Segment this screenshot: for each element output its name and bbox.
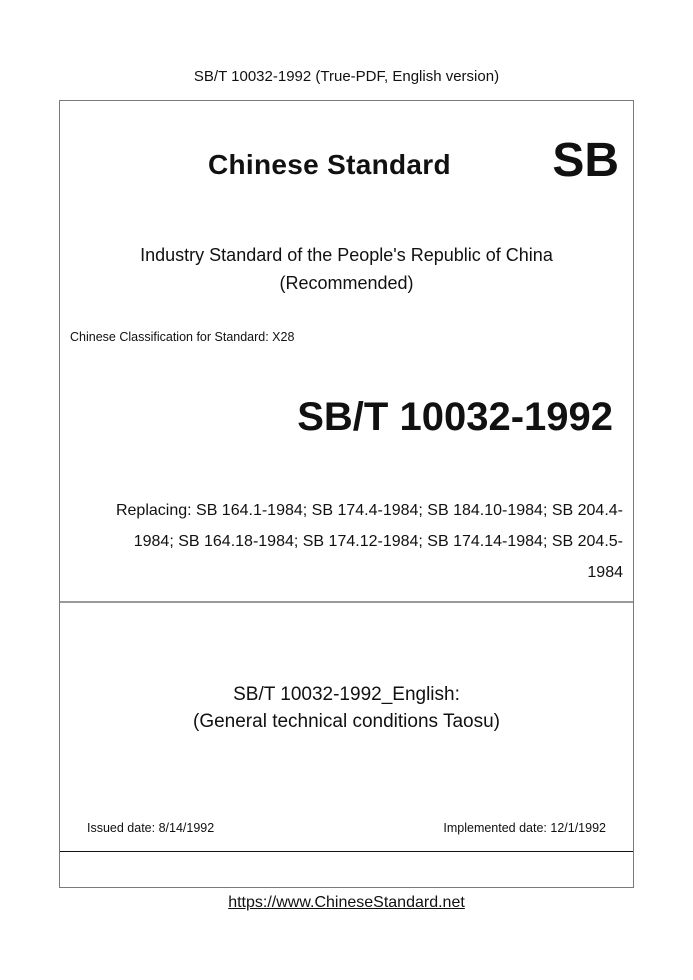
standard-type-title: Chinese Standard [208, 149, 451, 180]
replacing-line-2: 1984; SB 164.18-1984; SB 174.12-1984; SB 174.14-1984; SB 204.5- [133, 533, 623, 550]
document-header-title: SB/T 10032-1992 (True-PDF, English version) [193, 68, 500, 85]
english-title-line-2: (General technical conditions Taosu) [193, 711, 500, 732]
industry-line-1: Industry Standard of the People's Republic of China [140, 245, 553, 265]
replacing-line-3: 1984 [587, 564, 623, 581]
website-link[interactable]: https://www.ChineseStandard.net [228, 894, 465, 911]
replacing-list [63, 495, 623, 588]
standard-code-prefix: SB [552, 134, 619, 187]
replacing-line-1: Replacing: SB 164.1-1984; SB 174.4-1984; SB 184.10-1984; SB 204.4- [115, 502, 623, 519]
cover-top-section [60, 101, 633, 601]
classification-text: Chinese Classification for Standard: X28 [70, 330, 295, 344]
issued-date: Issued date: 8/14/1992 [87, 821, 215, 835]
english-title-line-1: SB/T 10032-1992_English: [233, 684, 460, 705]
cover-frame [59, 100, 634, 888]
standard-number: SB/T 10032-1992 [297, 395, 613, 439]
industry-line-2: (Recommended) [279, 273, 414, 293]
english-title-block [60, 681, 633, 735]
implemented-date: Implemented date: 12/1/1992 [443, 821, 606, 835]
bottom-divider [60, 851, 633, 852]
industry-standard-heading [60, 241, 633, 297]
section-divider [60, 601, 633, 603]
